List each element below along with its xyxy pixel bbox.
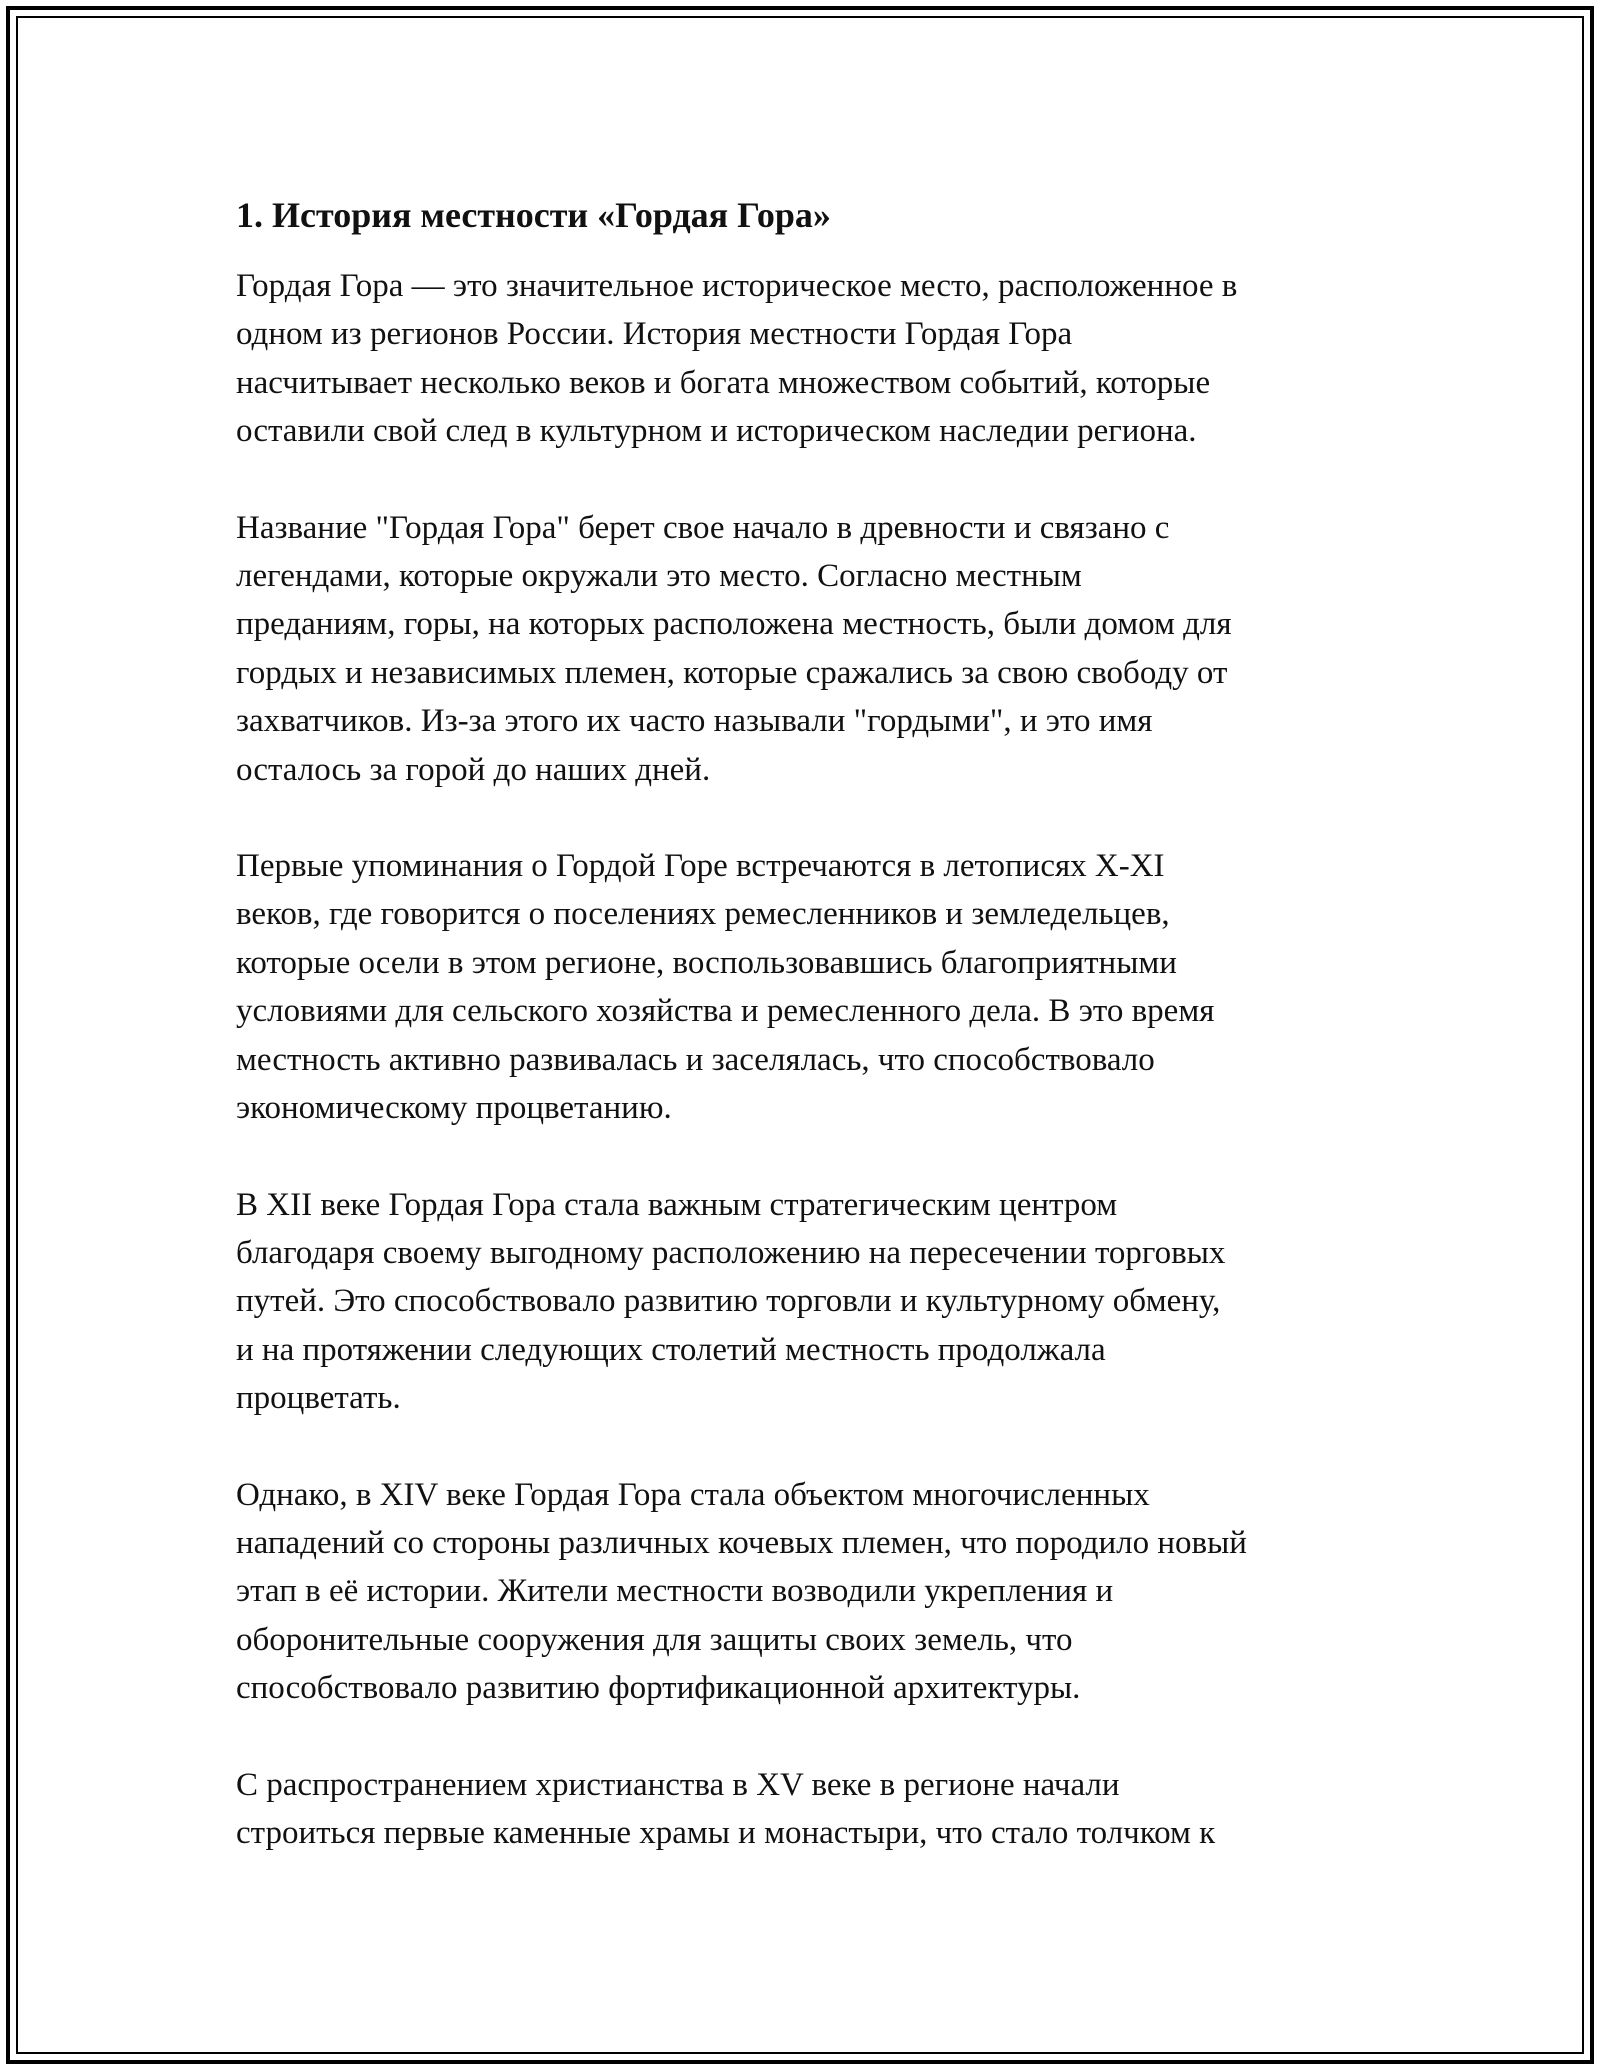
text-line: захватчиков. Из-за этого их часто называли "гордыми", и это имя: [236, 703, 1153, 740]
text-line: местность активно развивалась и заселялась, что способствовало: [236, 1041, 1155, 1078]
text-line: путей. Это способствовало развитию торговли и культурному обмену,: [236, 1283, 1221, 1320]
text-line: насчитывает несколько веков и богата множеством событий, которые: [236, 364, 1211, 401]
text-line: легендами, которые окружали это место. Согласно местным: [236, 558, 1082, 595]
text-line: нападений со стороны различных кочевых племен, что породило новый: [236, 1524, 1247, 1561]
text-line: осталось за горой до наших дней.: [236, 751, 711, 788]
text-line: оборонительные сооружения для защиты своих земель, что: [236, 1621, 1073, 1658]
text-line: которые осели в этом регионе, воспользовавшись благоприятными: [236, 944, 1177, 981]
text-line: этап в её истории. Жители местности возводили укрепления и: [236, 1573, 1114, 1610]
text-line: гордых и независимых племен, которые сражались за свою свободу от: [236, 654, 1228, 691]
text-line: Однако, в XIV веке Гордая Гора стала объектом многочисленных: [236, 1476, 1150, 1513]
text-line: и на протяжении следующих столетий местность продолжала: [236, 1331, 1106, 1368]
text-line: преданиям, горы, на которых расположена местность, были домом для: [236, 606, 1232, 643]
paragraph-1: [236, 262, 1376, 456]
section-heading: 1. История местности «Гордая Гора»: [236, 195, 831, 235]
text-line: Первые упоминания о Гордой Горе встречаются в летописях X-XI: [236, 848, 1165, 885]
paragraph-3: [236, 842, 1376, 1132]
paragraph-6: [236, 1761, 1376, 1858]
text-line: экономическому процветанию.: [236, 1090, 672, 1127]
text-line: благодаря своему выгодному расположению на пересечении торговых: [236, 1234, 1226, 1271]
text-line: процветать.: [236, 1380, 401, 1417]
text-line: С распространением христианства в XV веке в регионе начали: [236, 1766, 1120, 1803]
text-line: строиться первые каменные храмы и монастыри, что стало толчком к: [236, 1814, 1216, 1851]
paragraph-2: [236, 504, 1376, 794]
text-line: В XII веке Гордая Гора стала важным стратегическим центром: [236, 1186, 1118, 1223]
document-body: [236, 186, 1376, 1905]
text-line: условиями для сельского хозяйства и ремесленного дела. В это время: [236, 993, 1215, 1030]
text-line: веков, где говорится о поселениях ремесленников и земледельцев,: [236, 896, 1170, 933]
paragraph-5: [236, 1471, 1376, 1713]
text-line: Название "Гордая Гора" берет свое начало в древности и связано с: [236, 509, 1170, 546]
text-line: одном из регионов России. История местности Гордая Гора: [236, 316, 1073, 353]
text-line: оставили свой след в культурном и историческом наследии региона.: [236, 413, 1197, 450]
text-line: Гордая Гора — это значительное историческое место, расположенное в: [236, 268, 1238, 304]
text-line: способствовало развитию фортификационной архитектуры.: [236, 1670, 1081, 1707]
paragraph-4: [236, 1181, 1376, 1423]
